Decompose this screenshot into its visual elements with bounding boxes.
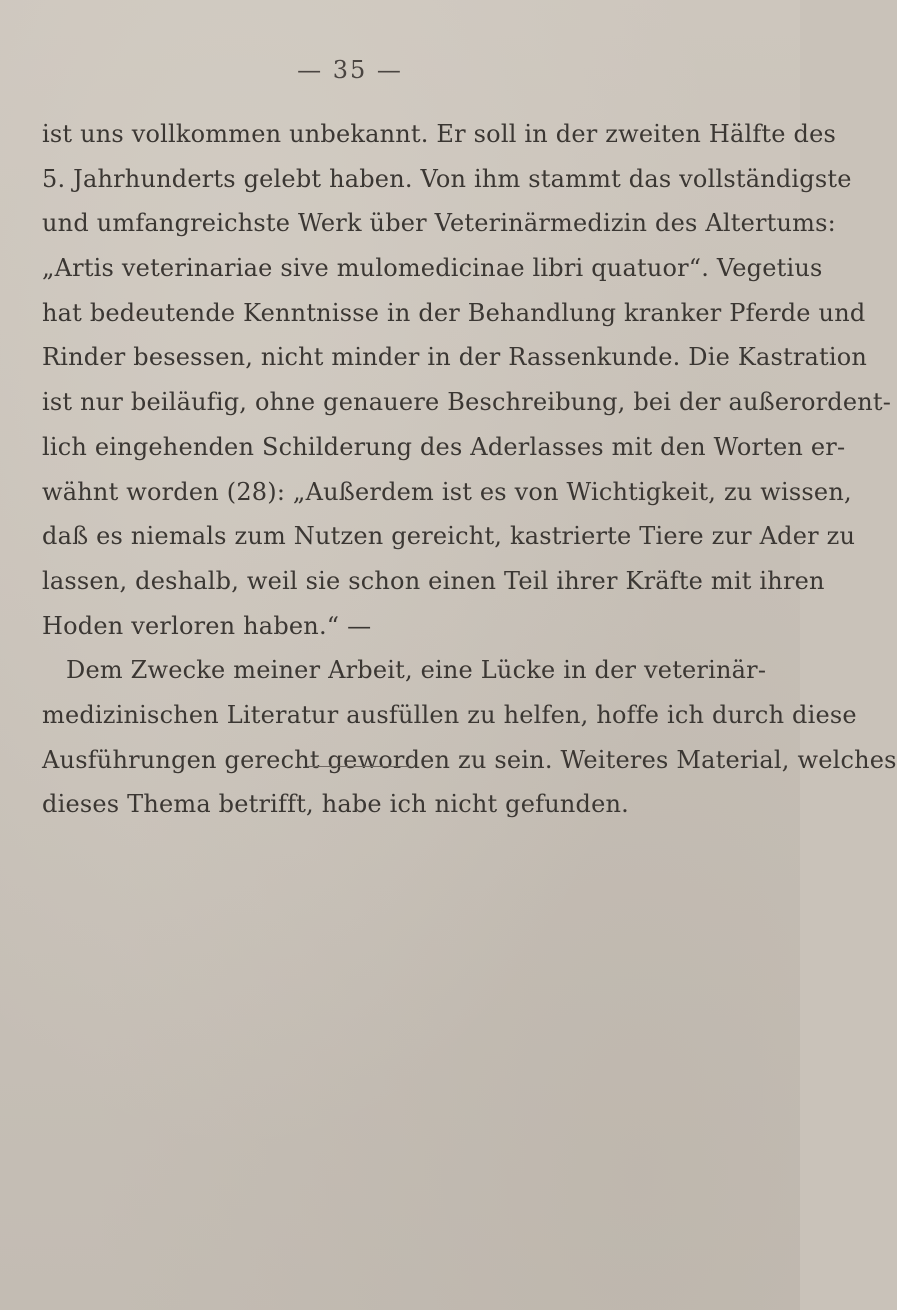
text-line: lich eingehenden Schilderung des Aderlasses mit den Worten er-	[42, 432, 846, 461]
text-line: wähnt worden (28): „Außerdem ist es von Wichtigkeit, zu wissen,	[42, 477, 852, 506]
body-text	[42, 112, 897, 827]
text-line: „Artis veterinariae sive mulomedicinae libri quatuor“. Vegetius	[42, 254, 823, 283]
text-line: lassen, deshalb, weil sie schon einen Teil ihrer Kräfte mit ihren	[42, 566, 825, 595]
text-line: hat bedeutende Kenntnisse in der Behandlung kranker Pferde und	[42, 298, 866, 327]
text-line: ist nur beiläufig, ohne genauere Beschreibung, bei der außerordent-	[42, 388, 892, 417]
section-divider	[307, 766, 411, 767]
text-line: und umfangreichste Werk über Veterinärmedizin des Altertums:	[42, 209, 836, 238]
text-line: dieses Thema betrifft, habe ich nicht gefunden.	[42, 790, 629, 819]
page-number: — 35 —	[297, 56, 403, 84]
text-line: daß es niemals zum Nutzen gereicht, kastrierte Tiere zur Ader zu	[42, 522, 856, 551]
text-line: Rinder besessen, nicht minder in der Rassenkunde. Die Kastration	[42, 343, 868, 372]
text-line: medizinischen Literatur ausfüllen zu helfen, hoffe ich durch diese	[42, 700, 857, 729]
text-line: Hoden verloren haben.“ —	[42, 611, 372, 640]
text-line: ist uns vollkommen unbekannt. Er soll in der zweiten Hälfte des	[42, 120, 836, 148]
text-line: Dem Zwecke meiner Arbeit, eine Lücke in der veterinär-	[66, 656, 767, 685]
text-line: Ausführungen gerecht geworden zu sein. Weiteres Material, welches	[42, 745, 897, 774]
text-line: 5. Jahrhunderts gelebt haben. Von ihm stammt das vollständigste	[42, 164, 852, 193]
